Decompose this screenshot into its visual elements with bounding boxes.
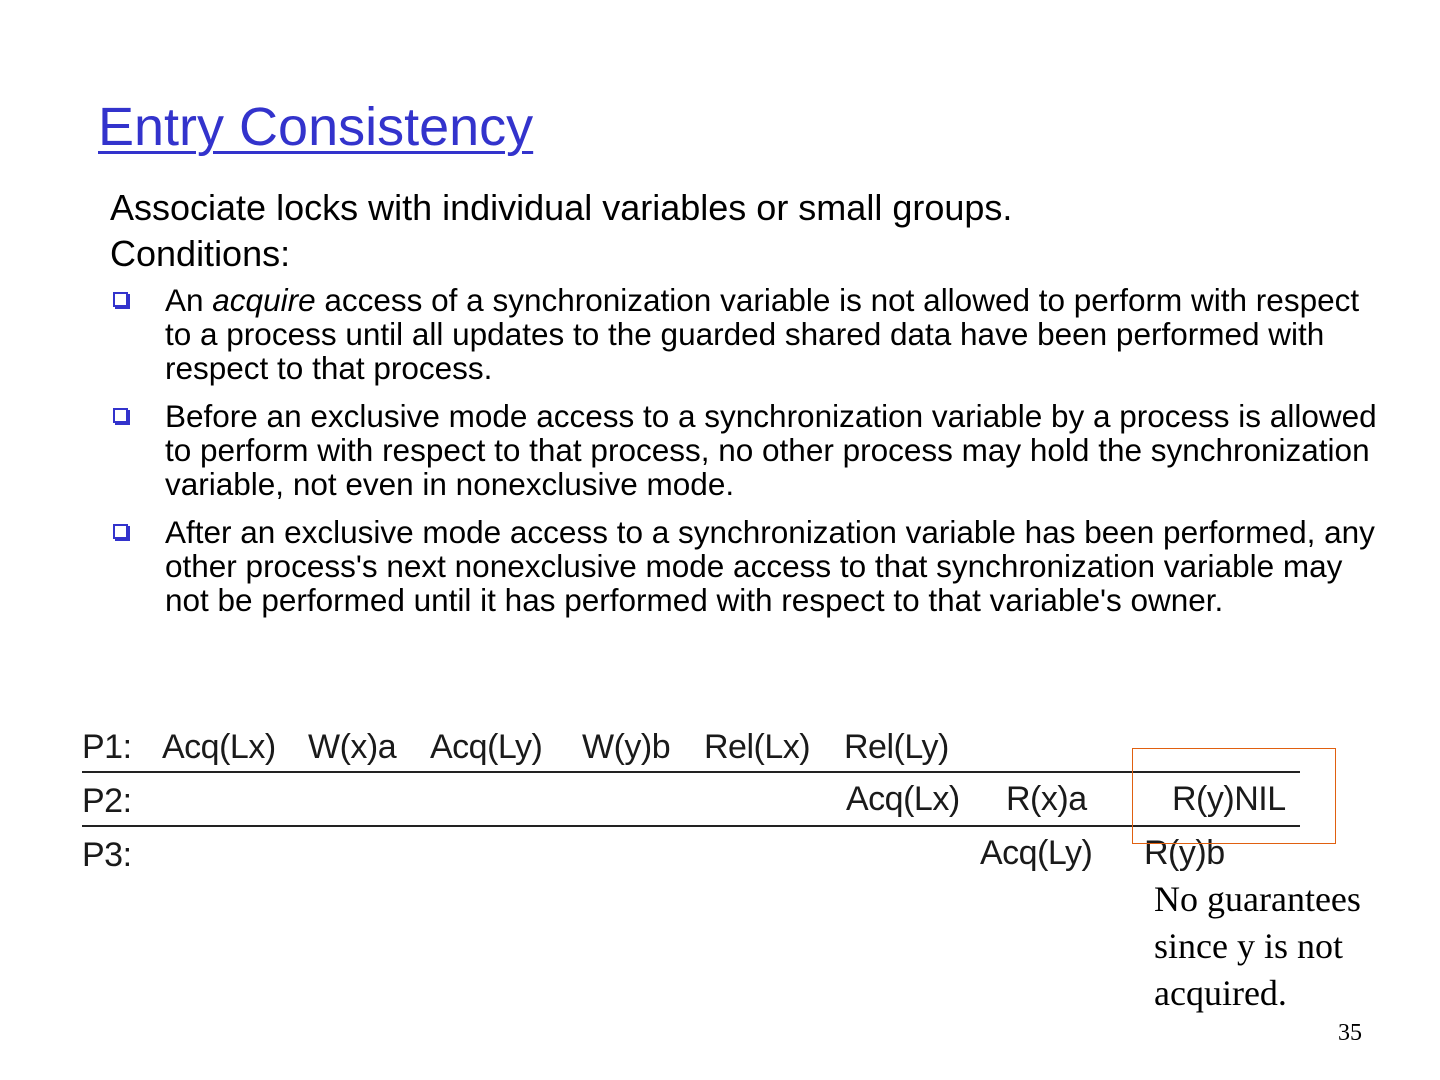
timeline-op: W(x)a [308,728,397,766]
annotation-line: since y is not [1154,925,1343,966]
condition-text-emphasis: acquire [212,282,316,318]
timeline-op: R(y)NIL [1172,780,1286,818]
intro-line-locks: Associate locks with individual variables or small groups. [110,187,1013,228]
square-bullet-icon [113,292,128,307]
intro-line-conditions: Conditions: [110,233,291,274]
condition-text-rest: access of a synchronization variable is not allowed to perform with respect to a process until all updates to the guarded shared data have been performed with respect to that process. [165,282,1360,387]
condition-item-acquire [110,283,1390,385]
condition-item-exclusive-before [110,399,1390,501]
process-label-p1: P1: [82,728,132,766]
slide-title: Entry Consistency [98,97,534,157]
timeline-divider [82,825,1300,827]
process-timeline [80,722,1310,882]
process-label-p2: P2: [82,782,132,820]
square-bullet-icon [113,524,128,539]
timeline-op: Rel(Lx) [704,728,811,766]
condition-item-exclusive-after [110,515,1390,617]
annotation-note [1154,876,1361,1016]
timeline-op: Acq(Lx) [846,780,960,818]
timeline-op: R(y)b [1144,834,1225,872]
condition-text: After an exclusive mode access to a synchronization variable has been performed, any other process's next nonexclusive mode access to that synchronization variable may not be performed until it has performed with respect to that variable's owner. [165,514,1375,619]
condition-text-prefix: An [165,282,213,318]
square-bullet-icon [113,408,128,423]
timeline-op: W(y)b [582,728,671,766]
page-number: 35 [1338,1020,1362,1046]
timeline-op: Acq(Ly) [430,728,543,766]
timeline-op: Acq(Lx) [162,728,276,766]
conditions-list [110,283,1390,631]
ry-nil-highlight-box [1132,748,1336,844]
timeline-op: R(x)a [1006,780,1087,818]
timeline-op: Acq(Ly) [980,834,1093,872]
annotation-line: acquired. [1154,972,1287,1013]
annotation-line: No guarantees [1154,879,1361,919]
condition-text: Before an exclusive mode access to a synchronization variable by a process is allowed to perform with respect to that process, no other process may hold the synchronization variable, not even in nonexclusive mode. [165,398,1377,503]
timeline-op: Rel(Ly) [844,728,949,766]
process-label-p3: P3: [82,836,132,874]
timeline-divider [82,771,1300,773]
